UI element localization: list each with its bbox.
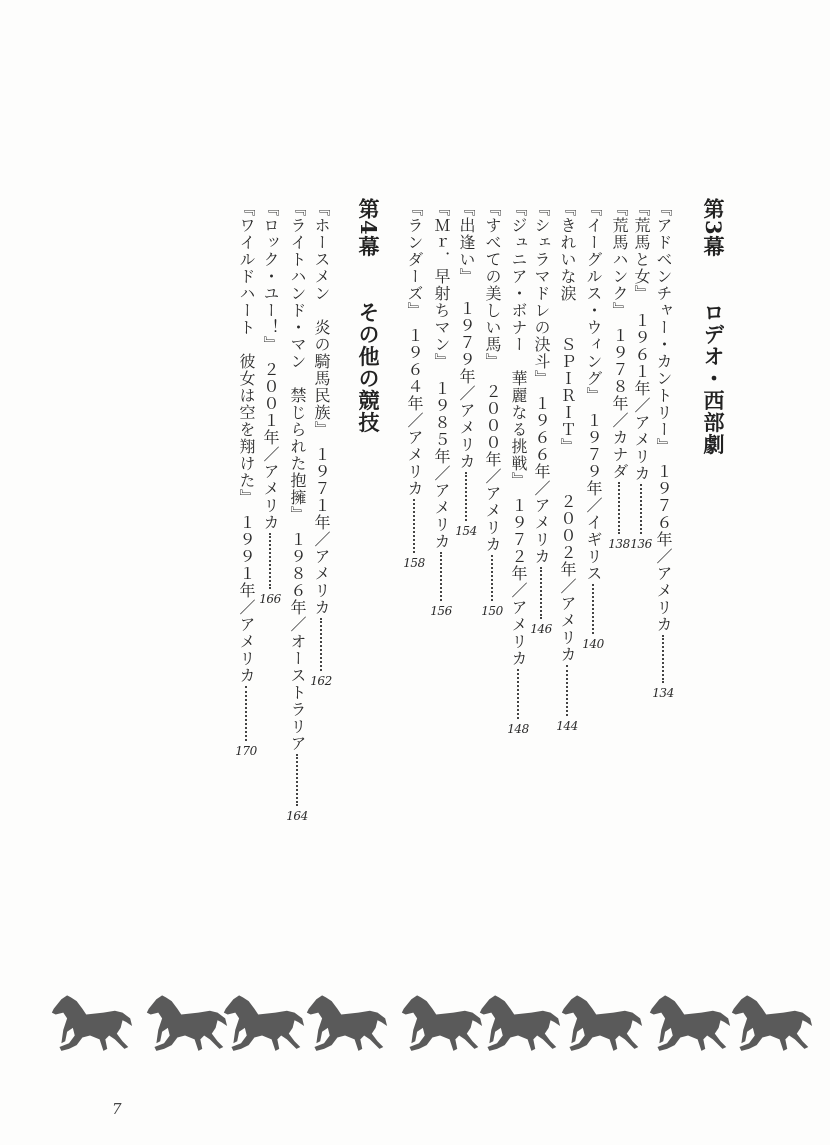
page-ref: 162 bbox=[310, 674, 332, 688]
galloping-horse-icon bbox=[558, 990, 644, 1062]
year-country: １９７６年／アメリカ bbox=[654, 463, 673, 633]
act-title: その他の競技 bbox=[356, 301, 381, 434]
year-country: １９８５年／アメリカ bbox=[432, 380, 451, 550]
film-title: 『Ｍｒ．早射ちマン』 bbox=[432, 200, 451, 370]
film-title: 『イーグルス・ウィング』 bbox=[584, 200, 603, 404]
year-country: １９７８年／カナダ bbox=[610, 327, 629, 480]
galloping-horse-icon bbox=[303, 990, 389, 1062]
film-title: 『ジュニア・ボナー 華麗なる挑戦』 bbox=[509, 200, 528, 489]
film-title: 『ライトハンド・マン 禁じられた抱擁』 bbox=[288, 200, 307, 523]
page-ref: 170 bbox=[235, 744, 257, 758]
dot-leader bbox=[640, 484, 642, 534]
entry-detail bbox=[557, 493, 577, 733]
entry-detail bbox=[404, 327, 424, 570]
year-country: ２００１年／アメリカ bbox=[261, 361, 280, 531]
year-country: １９７１年／アメリカ bbox=[312, 446, 331, 616]
page-ref: 136 bbox=[630, 537, 652, 551]
dot-leader bbox=[440, 552, 442, 601]
act3-heading bbox=[702, 198, 728, 456]
toc-entry[interactable] bbox=[631, 200, 651, 860]
year-country: １９６４年／アメリカ bbox=[405, 327, 424, 497]
entry-detail bbox=[482, 383, 502, 618]
toc-entry[interactable] bbox=[508, 200, 528, 860]
dot-leader bbox=[245, 686, 247, 741]
toc-entry[interactable] bbox=[404, 200, 424, 860]
galloping-horse-icon bbox=[398, 990, 484, 1062]
year-country: １９７９年／イギリス bbox=[584, 412, 603, 582]
year-country: ２０００年／アメリカ bbox=[483, 383, 502, 553]
dot-leader bbox=[540, 567, 542, 619]
dot-leader bbox=[465, 472, 467, 521]
act-number: 第4幕 bbox=[356, 198, 381, 258]
page-ref: 138 bbox=[608, 537, 630, 551]
dot-leader bbox=[592, 584, 594, 634]
entry-detail bbox=[531, 395, 551, 636]
toc-entry[interactable] bbox=[287, 200, 307, 860]
page-ref: 166 bbox=[259, 592, 281, 606]
toc-entry[interactable] bbox=[557, 200, 577, 860]
act-number: 第3幕 bbox=[701, 198, 726, 258]
film-title: 『荒馬と女』 bbox=[632, 200, 651, 302]
toc-entry[interactable] bbox=[456, 200, 476, 860]
dot-leader bbox=[618, 482, 620, 534]
page-ref: 144 bbox=[556, 719, 578, 733]
entry-detail bbox=[431, 380, 451, 618]
dot-leader bbox=[413, 499, 415, 553]
page-ref: 148 bbox=[507, 722, 529, 736]
page-ref: 158 bbox=[403, 556, 425, 570]
galloping-horse-icon bbox=[728, 990, 814, 1062]
dot-leader bbox=[662, 635, 664, 683]
entry-detail bbox=[236, 514, 256, 758]
dot-leader bbox=[566, 665, 568, 716]
toc-entry[interactable] bbox=[260, 200, 280, 860]
page-ref: 164 bbox=[286, 809, 308, 823]
film-title: 『きれいな涙 ＳＰＩＲＩＴ』 bbox=[558, 200, 577, 455]
entry-detail bbox=[311, 446, 331, 688]
dot-leader bbox=[320, 618, 322, 671]
act-title: ロデオ・西部劇 bbox=[701, 301, 726, 456]
toc-entry[interactable] bbox=[653, 200, 673, 860]
galloping-horse-icon bbox=[220, 990, 306, 1062]
entry-detail bbox=[287, 531, 307, 823]
film-title: 『ロック・ユー！』 bbox=[261, 200, 280, 353]
page-ref: 150 bbox=[481, 604, 503, 618]
film-title: 『アドベンチャー・カントリー』 bbox=[654, 200, 673, 455]
year-country: １９９１年／アメリカ bbox=[237, 514, 256, 684]
page-ref: 154 bbox=[455, 524, 477, 538]
toc-entry[interactable] bbox=[431, 200, 451, 860]
entry-detail bbox=[456, 300, 476, 538]
toc-entry[interactable] bbox=[482, 200, 502, 860]
entry-detail bbox=[609, 327, 629, 551]
entry-detail bbox=[583, 412, 603, 651]
galloping-horse-icon bbox=[646, 990, 732, 1062]
entry-detail bbox=[631, 312, 651, 551]
dot-leader bbox=[517, 669, 519, 719]
galloping-horse-icon bbox=[476, 990, 562, 1062]
year-country: １９６６年／アメリカ bbox=[532, 395, 551, 565]
dot-leader bbox=[269, 533, 271, 589]
page-ref: 156 bbox=[430, 604, 452, 618]
entry-detail bbox=[260, 361, 280, 606]
entry-detail bbox=[653, 463, 673, 700]
page-ref: 146 bbox=[530, 622, 552, 636]
page-ref: 140 bbox=[582, 637, 604, 651]
page-number: 7 bbox=[112, 1100, 122, 1118]
horse-decoration-row bbox=[0, 990, 830, 1070]
galloping-horse-icon bbox=[143, 990, 229, 1062]
film-title: 『ワイルドハート 彼女は空を翔けた』 bbox=[237, 200, 256, 506]
toc-entry[interactable] bbox=[531, 200, 551, 860]
dot-leader bbox=[296, 754, 298, 806]
toc-entry[interactable] bbox=[583, 200, 603, 860]
year-country: １９７９年／アメリカ bbox=[457, 300, 476, 470]
year-country: １９６１年／アメリカ bbox=[632, 312, 651, 482]
page-ref: 134 bbox=[652, 686, 674, 700]
year-country: ２００２年／アメリカ bbox=[558, 493, 577, 663]
film-title: 『ホースメン 炎の騎馬民族』 bbox=[312, 200, 331, 438]
film-title: 『荒馬ハンク』 bbox=[610, 200, 629, 319]
film-title: 『すべての美しい馬』 bbox=[483, 200, 502, 370]
film-title: 『ランダーズ』 bbox=[405, 200, 424, 319]
year-country: １９７２年／アメリカ bbox=[509, 497, 528, 667]
toc-entry[interactable] bbox=[311, 200, 331, 860]
act4-heading bbox=[357, 198, 383, 434]
galloping-horse-icon bbox=[48, 990, 134, 1062]
toc-entry[interactable] bbox=[236, 200, 256, 860]
dot-leader bbox=[491, 555, 493, 601]
year-country: １９８６年／オーストラリア bbox=[288, 531, 307, 752]
film-title: 『出逢い』 bbox=[457, 200, 476, 285]
entry-detail bbox=[508, 497, 528, 736]
film-title: 『シェラマドレの決斗』 bbox=[532, 200, 551, 387]
toc-entry[interactable] bbox=[609, 200, 629, 860]
